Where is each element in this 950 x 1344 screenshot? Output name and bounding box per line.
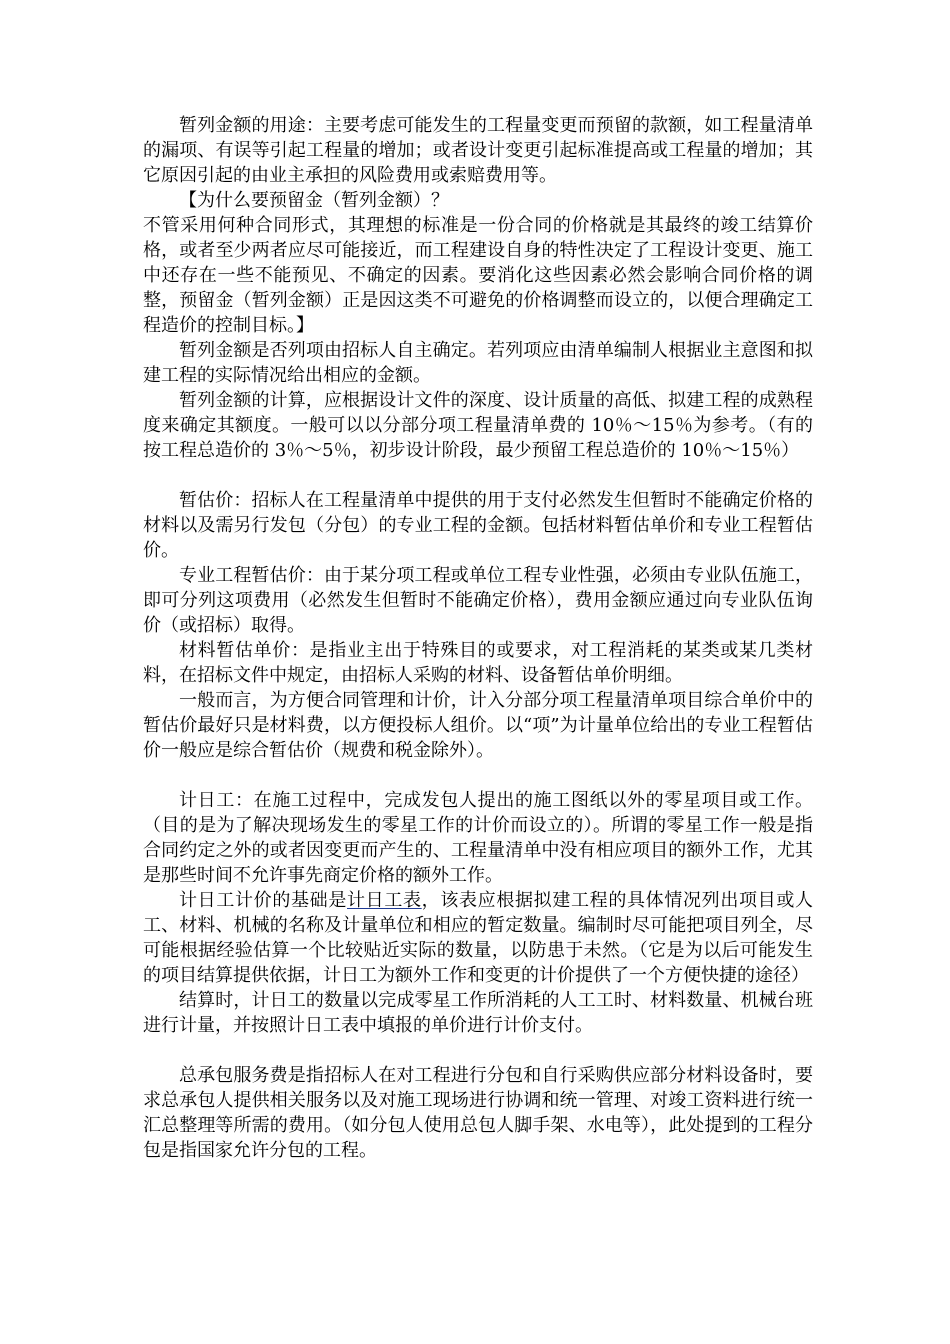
section-gap (143, 763, 813, 788)
paragraph-specialty-work-estimate: 专业工程暂估价：由于某分项工程或单位工程专业性强，必须由专业队伍施工，即可分列这项费用（必然发生但暂时不能确定价格），费用金额应通过向专业队伍询价（或招标）取得。 (143, 565, 813, 636)
paragraph-provisional-sum-usage: 暂列金额的用途：主要考虑可能发生的工程量变更而预留的款额，如工程量清单的漏项、有误等引起工程量的增加；或者设计变更引起标准提高或工程量的增加；其它原因引起的由业主承担的风险费用或索赔费用等。 (143, 115, 813, 186)
paragraph-daywork-settlement: 结算时，计日工的数量以完成零星工作所消耗的人工工时、材料数量、机械台班进行计量，并按照计日工表中填报的单价进行计价支付。 (143, 990, 813, 1036)
paragraph-provisional-estimate-definition: 暂估价：招标人在工程量清单中提供的用于支付必然发生但暂时不能确定价格的材料以及需另行发包（分包）的专业工程的金额。包括材料暂估单价和专业工程暂估价。 (143, 490, 813, 561)
daywork-basis-text-after: ，该表应根据拟建工程的具体情况列出项目或人工、材料、机械的名称及计量单位和相应的暂定数量。编制时尽可能把项目列全，尽可能根据经验估算一个比较贴近实际的数量，以防患于未然。（它是为以后可能发生的项目结算提供依据，计日工为额外工作和变更的计价提供了一个方便快捷的途径） (143, 890, 814, 986)
paragraph-material-estimate: 材料暂估单价：是指业主出于特殊目的或要求，对工程消耗的某类或某几类材料，在招标文件中规定，由招标人采购的材料、设备暂估单价明细。 (143, 640, 813, 686)
daywork-schedule-link[interactable]: 计日工表 (347, 890, 422, 911)
section-gap (143, 463, 813, 488)
daywork-basis-text-before: 计日工计价的基础是 (179, 890, 347, 911)
paragraph-daywork-basis (143, 888, 813, 988)
paragraph-why-reserve-question: 【为什么要预留金（暂列金额）？ (179, 190, 449, 211)
paragraph-daywork-definition: 计日工：在施工过程中，完成发包人提出的施工图纸以外的零星项目或工作。（目的是为了解决现场发生的零星工作的计价而设立的）。所谓的零星工作一般是指合同约定之外的或者因变更而产生的、工程量清单中没有相应项目的额外工作，尤其是那些时间不允许事先商定价格的额外工作。 (143, 790, 813, 886)
paragraph-estimate-general: 一般而言，为方便合同管理和计价，计入分部分项工程量清单项目综合单价中的暂估价最好只是材料费，以方便投标人组价。以“项”为计量单位给出的专业工程暂估价一般应是综合暂估价（规费和税金除外）。 (143, 690, 813, 761)
paragraph-provisional-sum-itemization: 暂列金额是否列项由招标人自主确定。若列项应由清单编制人根据业主意图和拟建工程的实际情况给出相应的金额。 (143, 340, 813, 386)
section-gap (143, 1038, 813, 1063)
document-page (143, 113, 813, 1163)
paragraph-why-reserve-answer: 不管采用何种合同形式，其理想的标准是一份合同的价格就是其最终的竣工结算价格，或者至少两者应尽可能接近，而工程建设自身的特性决定了工程设计变更、施工中还存在一些不能预见、不确定的因素。要消化这些因素必然会影响合同价格的调整，预留金（暂列金额）正是因这类不可避免的价格调整而设立的，以便合理确定工程造价的控制目标。】 (143, 215, 813, 336)
paragraph-provisional-sum-calculation: 暂列金额的计算，应根据设计文件的深度、设计质量的高低、拟建工程的成熟程度来确定其额度。一般可以以分部分项工程量清单费的 10％～15％为参考。（有的按工程总造价的 3％～5％，初步设计阶段，最少预留工程总造价的 10％～15％） (143, 390, 813, 461)
paragraph-general-contract-service-fee: 总承包服务费是指招标人在对工程进行分包和自行采购供应部分材料设备时，要求总承包人提供相关服务以及对施工现场进行协调和统一管理、对竣工资料进行统一汇总整理等所需的费用。（如分包人使用总包人脚手架、水电等），此处提到的工程分包是指国家允许分包的工程。 (143, 1065, 813, 1161)
